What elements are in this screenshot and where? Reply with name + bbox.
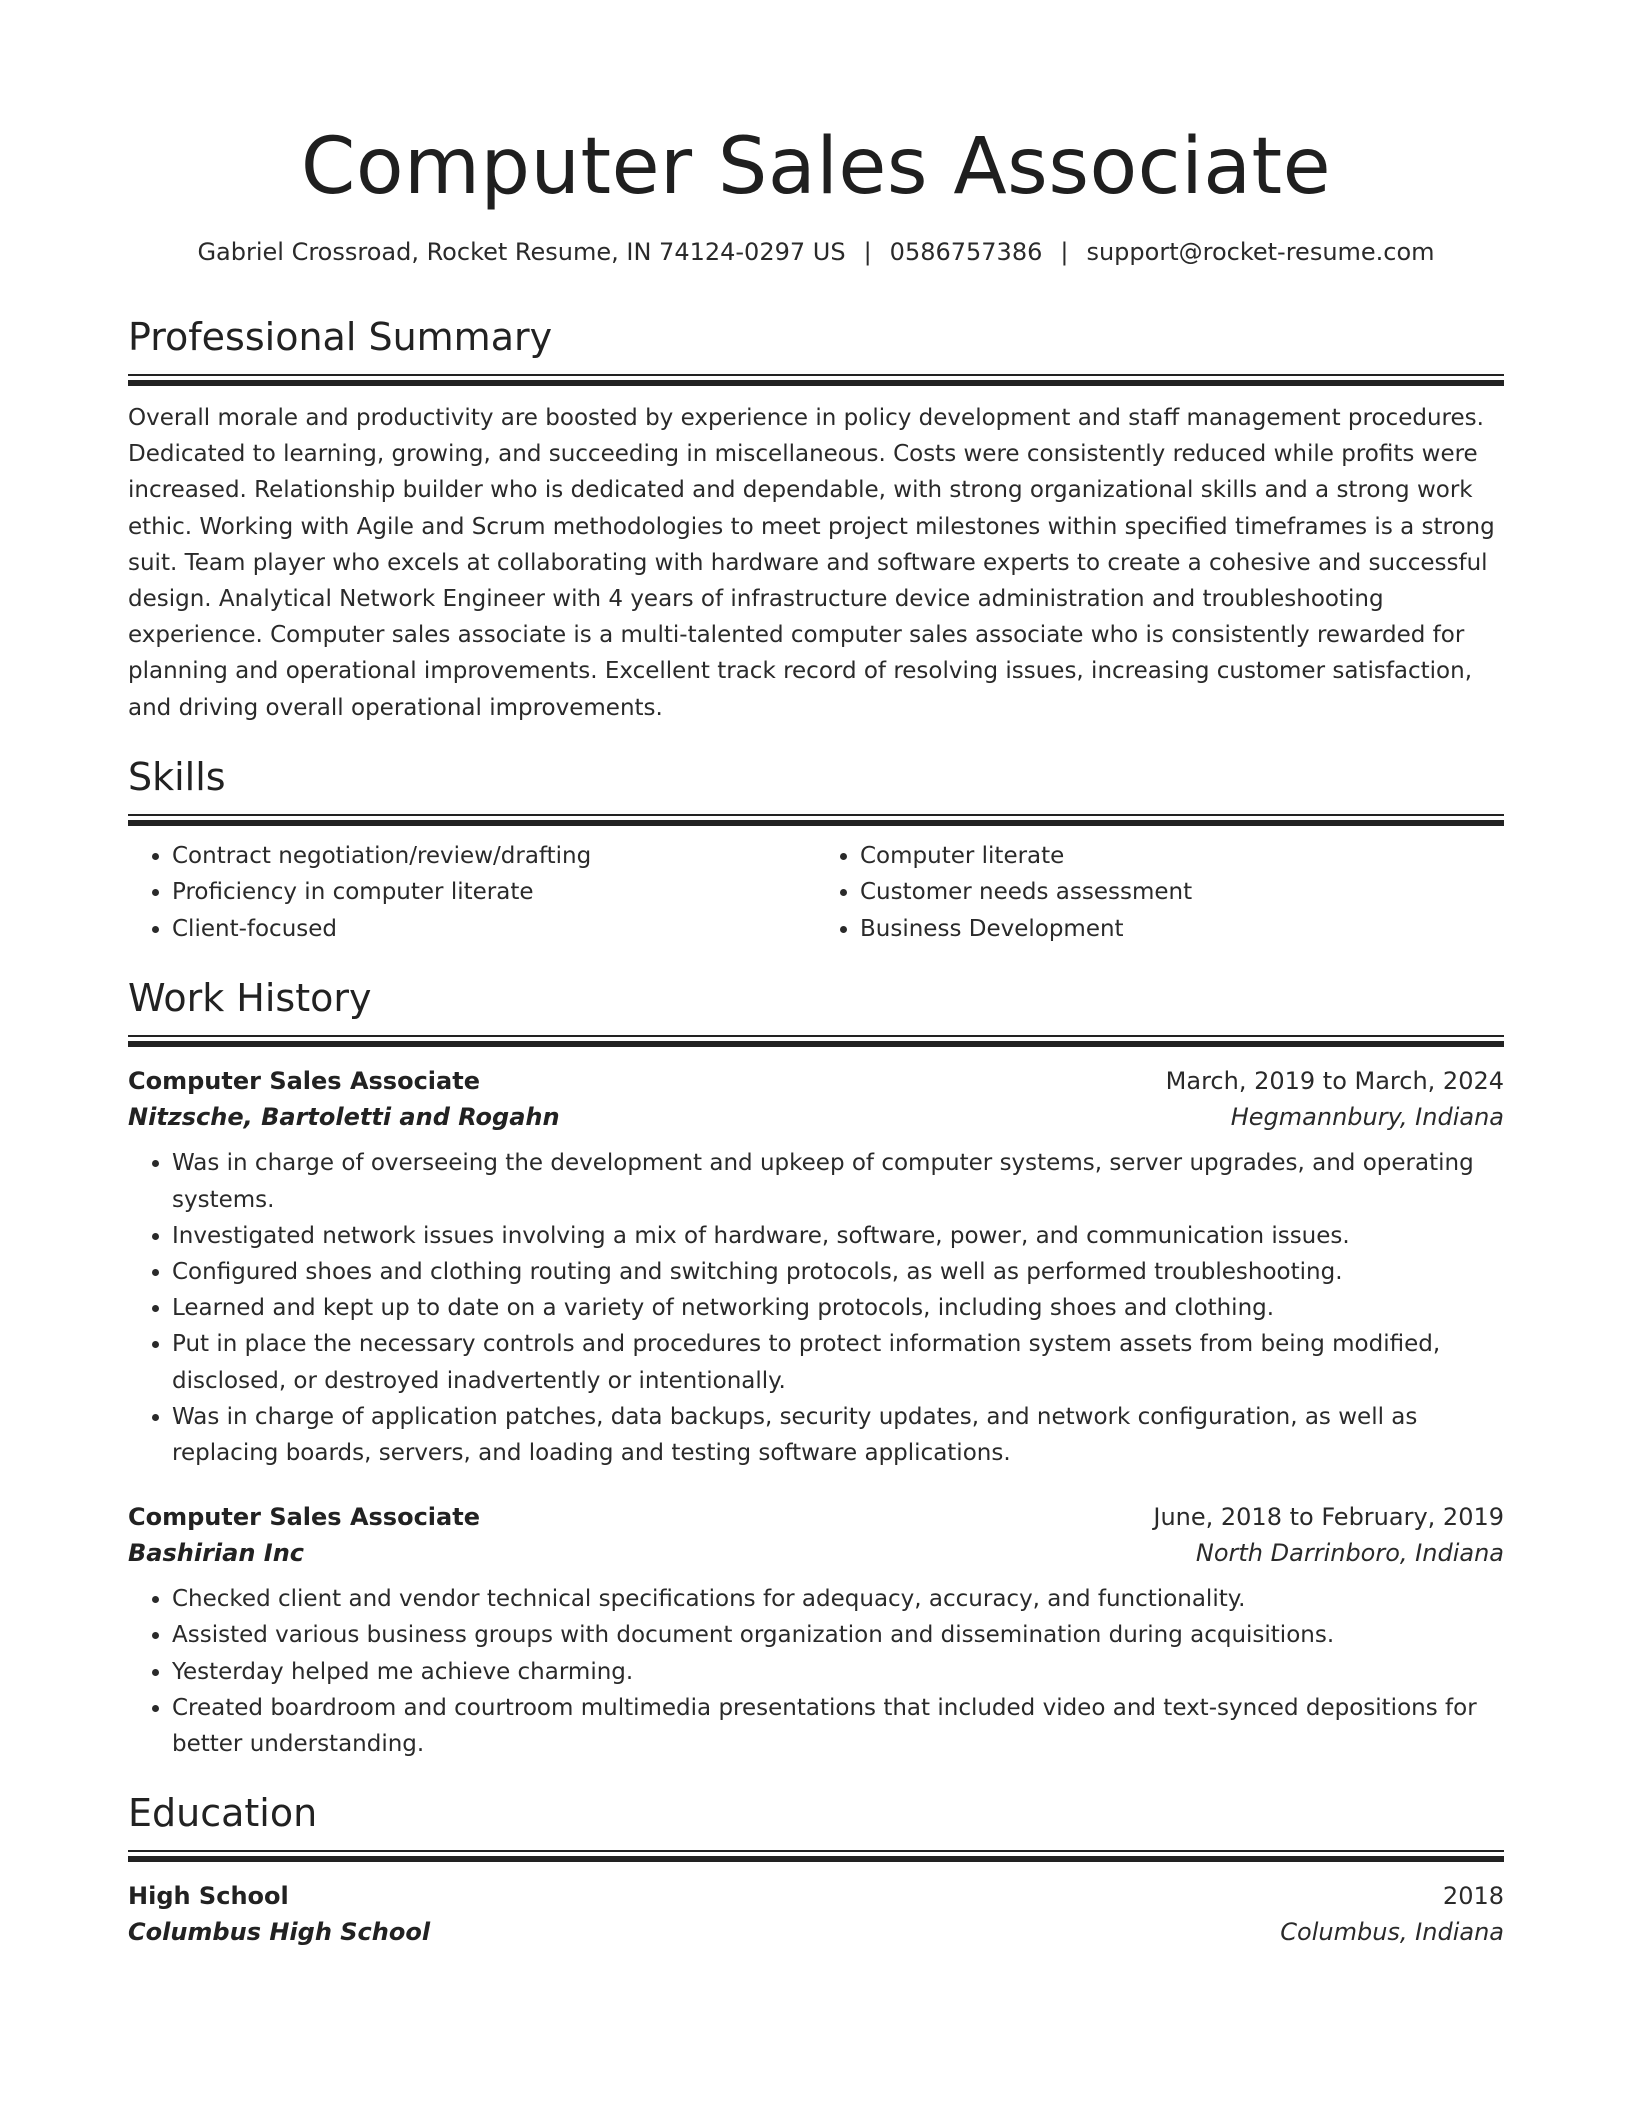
skill-item: • Computer literate xyxy=(860,838,1504,875)
job-subheader xyxy=(128,1103,1504,1131)
summary-section xyxy=(128,315,1504,726)
skill-item: • Client-focused xyxy=(172,911,816,948)
section-divider xyxy=(128,1035,1504,1047)
resume-title: Computer Sales Associate xyxy=(300,122,1332,212)
section-heading-skills: Skills xyxy=(128,754,226,799)
contact-line xyxy=(128,238,1504,266)
job-title: Computer Sales Associate xyxy=(128,1503,480,1532)
job-bullet: • Configured shoes and clothing routing and switching protocols, as well as performed troubleshooting. xyxy=(172,1254,1504,1290)
contact-email: support@rocket-resume.com xyxy=(1086,238,1435,266)
section-divider xyxy=(128,1850,1504,1862)
job-bullet: • Was in charge of application patches, data backups, security updates, and network configuration, as well as replacing boards, servers, and loading and testing software applications. xyxy=(172,1399,1504,1471)
section-heading-work-history: Work History xyxy=(128,976,372,1021)
skill-item: • Business Development xyxy=(860,911,1504,948)
education-year: 2018 xyxy=(1442,1882,1504,1911)
skills-columns xyxy=(128,838,1504,948)
skills-list-right xyxy=(816,838,1504,948)
contact-address: Gabriel Crossroad, Rocket Resume, IN 74124-0297 US xyxy=(197,238,846,266)
skills-list-left xyxy=(128,838,816,948)
contact-separator: | xyxy=(1060,238,1069,266)
job-bullet: • Learned and kept up to date on a variety of networking protocols, including shoes and clothing. xyxy=(172,1290,1504,1326)
job-bullet: • Was in charge of overseeing the development and upkeep of computer systems, server upgrades, and operating systems. xyxy=(172,1145,1504,1217)
contact-separator: | xyxy=(863,238,872,266)
skill-item: • Proficiency in computer literate xyxy=(172,874,816,911)
job-bullet: • Checked client and vendor technical specifications for adequacy, accuracy, and functionality. xyxy=(172,1581,1504,1617)
section-heading-education: Education xyxy=(128,1791,318,1836)
job-location: Hegmannbury, Indiana xyxy=(1230,1103,1504,1132)
job-location: North Darrinboro, Indiana xyxy=(1195,1539,1504,1568)
contact-phone: 0586757386 xyxy=(889,238,1043,266)
education-subheader xyxy=(128,1918,1504,1946)
education-school: Columbus High School xyxy=(128,1918,431,1947)
job-company: Nitzsche, Bartoletti and Rogahn xyxy=(128,1103,560,1132)
skill-item: • Customer needs assessment xyxy=(860,874,1504,911)
education-header xyxy=(128,1882,1504,1910)
job-dates: March, 2019 to March, 2024 xyxy=(1165,1067,1504,1096)
skill-item: • Contract negotiation/review/drafting xyxy=(172,838,816,875)
job-bullet: • Yesterday helped me achieve charming. xyxy=(172,1654,1504,1690)
education-location: Columbus, Indiana xyxy=(1280,1918,1504,1947)
job-company: Bashirian Inc xyxy=(128,1539,305,1568)
job-header xyxy=(128,1503,1504,1531)
section-divider xyxy=(128,374,1504,386)
job-subheader xyxy=(128,1539,1504,1567)
job-bullets xyxy=(128,1581,1504,1762)
job-bullet: • Assisted various business groups with document organization and dissemination during acquisitions. xyxy=(172,1617,1504,1653)
skills-section xyxy=(128,754,1504,948)
job-header xyxy=(128,1067,1504,1095)
education-section xyxy=(128,1791,1504,1947)
job-bullet: • Put in place the necessary controls and procedures to protect information system assets from being modified, disclosed, or destroyed inadvertently or intentionally. xyxy=(172,1326,1504,1398)
section-heading-summary: Professional Summary xyxy=(128,315,553,359)
job-bullet: • Created boardroom and courtroom multimedia presentations that included video and text-synced depositions for better understanding. xyxy=(172,1690,1504,1762)
job-dates: June, 2018 to February, 2019 xyxy=(1153,1503,1504,1532)
education-degree: High School xyxy=(128,1882,289,1911)
job-entry xyxy=(128,1067,1504,1471)
job-title: Computer Sales Associate xyxy=(128,1067,480,1096)
job-bullets xyxy=(128,1145,1504,1471)
section-divider xyxy=(128,814,1504,826)
work-history-section xyxy=(128,976,1504,1762)
summary-text: Overall morale and productivity are boosted by experience in policy development and staff management procedures. Dedicated to learning, growing, and succeeding in miscellaneous. Costs were consistently reduced while profits were increased. Relationship builder who is dedicated and dependable, with strong organizational skills and a strong work ethic. Working with Agile and Scrum methodologies to meet project milestones within specified timeframes is a strong suit. Team player who excels at collaborating with hardware and software experts to create a cohesive and successful design. Analytical Network Engineer with 4 years of infrastructure device administration and troubleshooting experience. Computer sales associate is a multi-talented computer sales associate who is consistently rewarded for planning and operational improvements. Excellent track record of resolving issues, increasing customer satisfaction, and driving overall operational improvements. xyxy=(128,405,1495,721)
job-entry xyxy=(128,1503,1504,1762)
job-bullet: • Investigated network issues involving a mix of hardware, software, power, and communication issues. xyxy=(172,1218,1504,1254)
